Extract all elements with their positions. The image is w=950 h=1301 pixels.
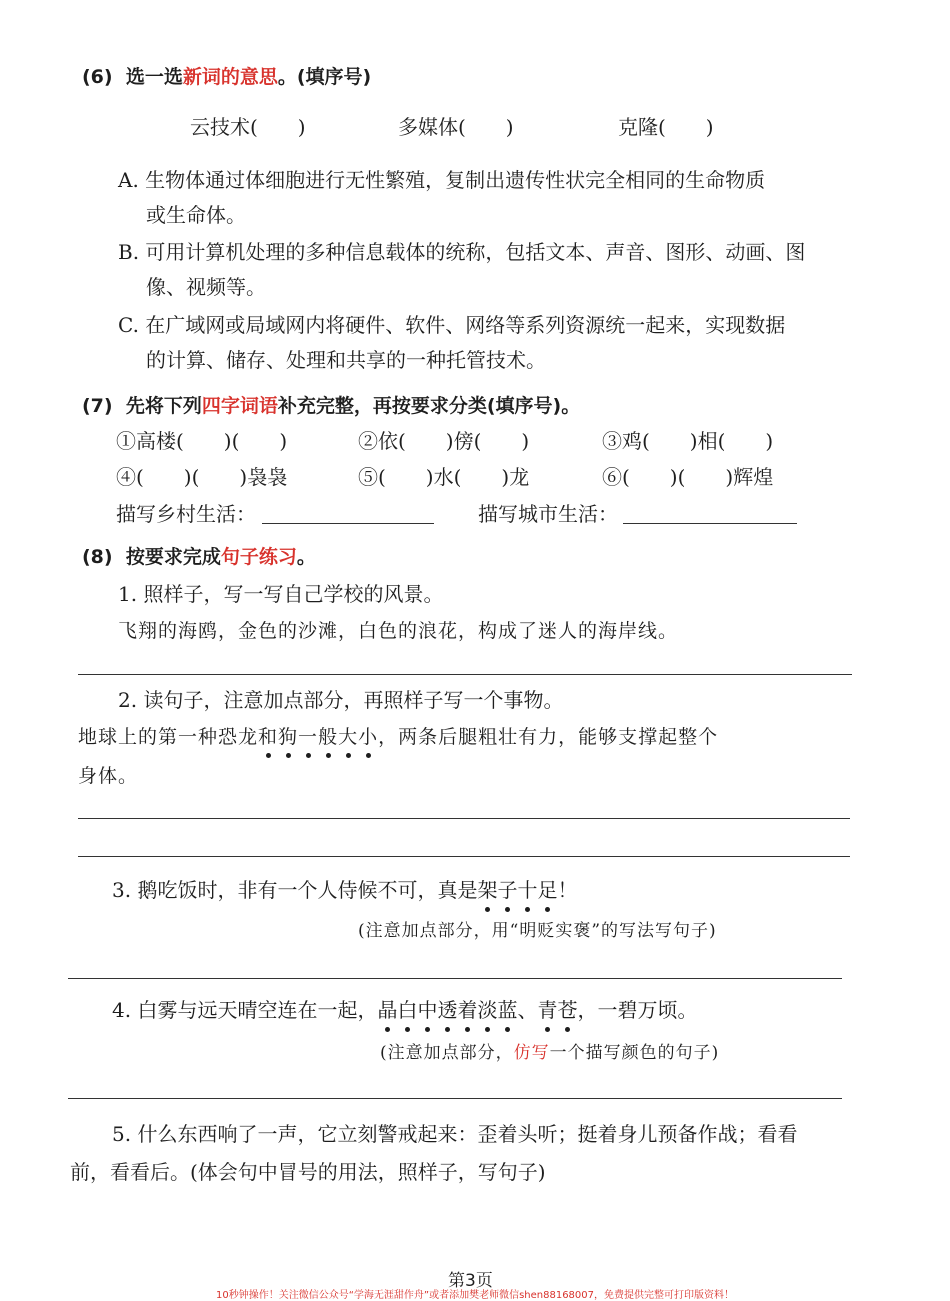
page-number: 第3页 xyxy=(448,1271,493,1291)
emphasis-dot xyxy=(425,1027,430,1032)
q7-idiom-5: ⑤( )水( )龙 xyxy=(358,465,530,489)
q8-s3-answer-line[interactable] xyxy=(68,978,842,979)
dotted-char: 大 xyxy=(338,726,358,748)
q8-s2-title: 2. 读句子，注意加点部分，再照样子写一个事物。 xyxy=(118,688,564,712)
emphasis-dot xyxy=(346,753,351,758)
q6-option-b-line2: 像、视频等。 xyxy=(146,275,266,299)
q8-s5-line2: 前，看看后。(体会句中冒号的用法，照样子，写句子) xyxy=(70,1160,546,1184)
q8-s2-post: ，两条后腿粗壮有力，能够支撑起整个 xyxy=(378,726,719,748)
q8-s1-example: 飞翔的海鸥，金色的沙滩，白色的浪花，构成了迷人的海岸线。 xyxy=(118,620,679,642)
q8-s5-line1: 5. 什么东西响了一声，它立刻警戒起来：歪着头听；挺着身儿预备作战；看看 xyxy=(112,1122,798,1146)
dotted-char: 中 xyxy=(417,998,437,1022)
dotted-char: 一 xyxy=(298,726,318,748)
q8-s4-pre: 4. 白雾与远天晴空连在一起， xyxy=(112,998,378,1022)
q7-number: (7) xyxy=(82,395,113,417)
q7-idiom-1: ①高楼( )( ) xyxy=(116,429,288,453)
q8-s1-answer-line[interactable] xyxy=(78,674,852,675)
q8-s4-sentence xyxy=(112,994,697,1023)
q6-number: (6) xyxy=(82,66,113,88)
q6-option-c-line1: C. 在广域网或局域网内将硬件、软件、网络等系列资源统一起来，实现数据 xyxy=(118,313,786,337)
emphasis-dot xyxy=(505,907,510,912)
q6-heading-red: 新词的意思 xyxy=(182,66,278,88)
q8-s2-sentence xyxy=(78,722,718,749)
q7-idiom-3: ③鸡( )相( ) xyxy=(602,429,774,453)
q8-s3-pre: 3. 鹅吃饭时，非有一个人侍候不可，真是 xyxy=(112,878,478,902)
emphasis-dot xyxy=(405,1027,410,1032)
q7-city-label: 描写城市生活： xyxy=(478,502,618,526)
q7-rural-answer-line[interactable] xyxy=(262,523,434,524)
emphasis-dot xyxy=(326,753,331,758)
q8-heading-post: 。 xyxy=(296,546,316,568)
dotted-char: 透 xyxy=(437,998,457,1022)
q6-heading-pre: 选一选 xyxy=(125,66,183,88)
emphasis-dot xyxy=(545,1027,550,1032)
q8-s2-line2: 身体。 xyxy=(78,765,139,787)
q8-s2-pre: 地球上的第一种恐龙 xyxy=(78,726,259,748)
q6-option-a-line2: 或生命体。 xyxy=(146,203,246,227)
q8-heading-pre: 按要求完成 xyxy=(125,546,221,568)
q7-heading-pre: 先将下列 xyxy=(125,395,202,417)
dotted-char: 和 xyxy=(258,726,278,748)
dotted-char: 足 xyxy=(537,878,557,902)
q6-option-b-line1: B. 可用计算机处理的多种信息载体的统称，包括文本、声音、图形、动画、图 xyxy=(118,240,806,264)
q8-s3-sentence xyxy=(112,874,577,903)
q7-idiom-2: ②依( )傍( ) xyxy=(358,429,530,453)
q8-s4-post: ，一碧万顷。 xyxy=(577,998,698,1022)
emphasis-dot xyxy=(385,1027,390,1032)
q8-heading-red: 句子练习 xyxy=(220,546,297,568)
q8-number: (8) xyxy=(82,546,113,568)
emphasis-dot xyxy=(505,1027,510,1032)
dotted-char: 白 xyxy=(397,998,417,1022)
q8-s4-hint xyxy=(380,1038,719,1063)
dotted-char: 般 xyxy=(318,726,338,748)
dotted-char: 架 xyxy=(477,878,497,902)
dotted-char: 子 xyxy=(497,878,517,902)
dotted-char: 青 xyxy=(537,998,557,1022)
emphasis-dot xyxy=(545,907,550,912)
q7-city-answer-line[interactable] xyxy=(623,523,797,524)
q6-word-2: 多媒体( ) xyxy=(398,115,514,139)
q6-option-c-line2: 的计算、储存、处理和共享的一种托管技术。 xyxy=(146,348,546,372)
dotted-char: 小 xyxy=(358,726,378,748)
q8-heading xyxy=(82,542,316,569)
emphasis-dot xyxy=(565,1027,570,1032)
q6-heading xyxy=(82,62,371,89)
emphasis-dot xyxy=(525,907,530,912)
q7-rural-label: 描写乡村生活： xyxy=(116,502,256,526)
q8-s3-post: ！ xyxy=(557,878,578,902)
dotted-char: 十 xyxy=(517,878,537,902)
q8-s2-answer-line-2[interactable] xyxy=(78,856,850,857)
emphasis-dot xyxy=(465,1027,470,1032)
q7-idiom-6: ⑥( )( )辉煌 xyxy=(602,465,774,489)
emphasis-dot xyxy=(286,753,291,758)
q6-word-3: 克隆( ) xyxy=(618,115,714,139)
footer-notice: 10秒钟操作！关注微信公众号“学海无涯甜作舟”或者添加樊老师微信shen88168007，免费提供完整可打印版资料！ xyxy=(215,1290,735,1301)
q6-heading-post: 。(填序号) xyxy=(277,66,372,88)
q7-heading-post: 补充完整，再按要求分类(填序号)。 xyxy=(277,395,581,417)
dotted-char: 、 xyxy=(517,998,538,1022)
q8-s2-dotted xyxy=(258,726,378,748)
q7-heading xyxy=(82,391,580,418)
emphasis-dot xyxy=(445,1027,450,1032)
dotted-char: 晶 xyxy=(377,998,397,1022)
emphasis-dot xyxy=(485,1027,490,1032)
dotted-char: 苍 xyxy=(557,998,577,1022)
q8-s3-hint: (注意加点部分，用“明贬实褒”的写法写句子) xyxy=(358,921,717,941)
q6-option-a-line1: A. 生物体通过体细胞进行无性繁殖，复制出遗传性状完全相同的生命物质 xyxy=(118,168,766,192)
q8-s4-hint-red: 仿写 xyxy=(513,1043,550,1063)
q8-s3-dotted xyxy=(477,878,557,902)
q8-s2-answer-line-1[interactable] xyxy=(78,818,850,819)
q7-heading-red: 四字词语 xyxy=(201,395,278,417)
q7-idiom-4: ④( )( )袅袅 xyxy=(116,465,288,489)
q8-s4-hint-pre: (注意加点部分， xyxy=(380,1043,514,1063)
emphasis-dot xyxy=(485,907,490,912)
q8-s4-hint-post: 一个描写颜色的句子) xyxy=(549,1043,720,1063)
dotted-char: 着 xyxy=(457,998,477,1022)
q8-s4-dotted xyxy=(377,998,577,1022)
q6-word-1: 云技术( ) xyxy=(190,115,306,139)
dotted-char: 淡 xyxy=(477,998,497,1022)
q8-s1-title: 1. 照样子，写一写自己学校的风景。 xyxy=(118,582,444,606)
emphasis-dot xyxy=(266,753,271,758)
emphasis-dot xyxy=(306,753,311,758)
q8-s4-answer-line[interactable] xyxy=(68,1098,842,1099)
emphasis-dot xyxy=(366,753,371,758)
dotted-char: 蓝 xyxy=(497,998,517,1022)
dotted-char: 狗 xyxy=(278,726,298,748)
